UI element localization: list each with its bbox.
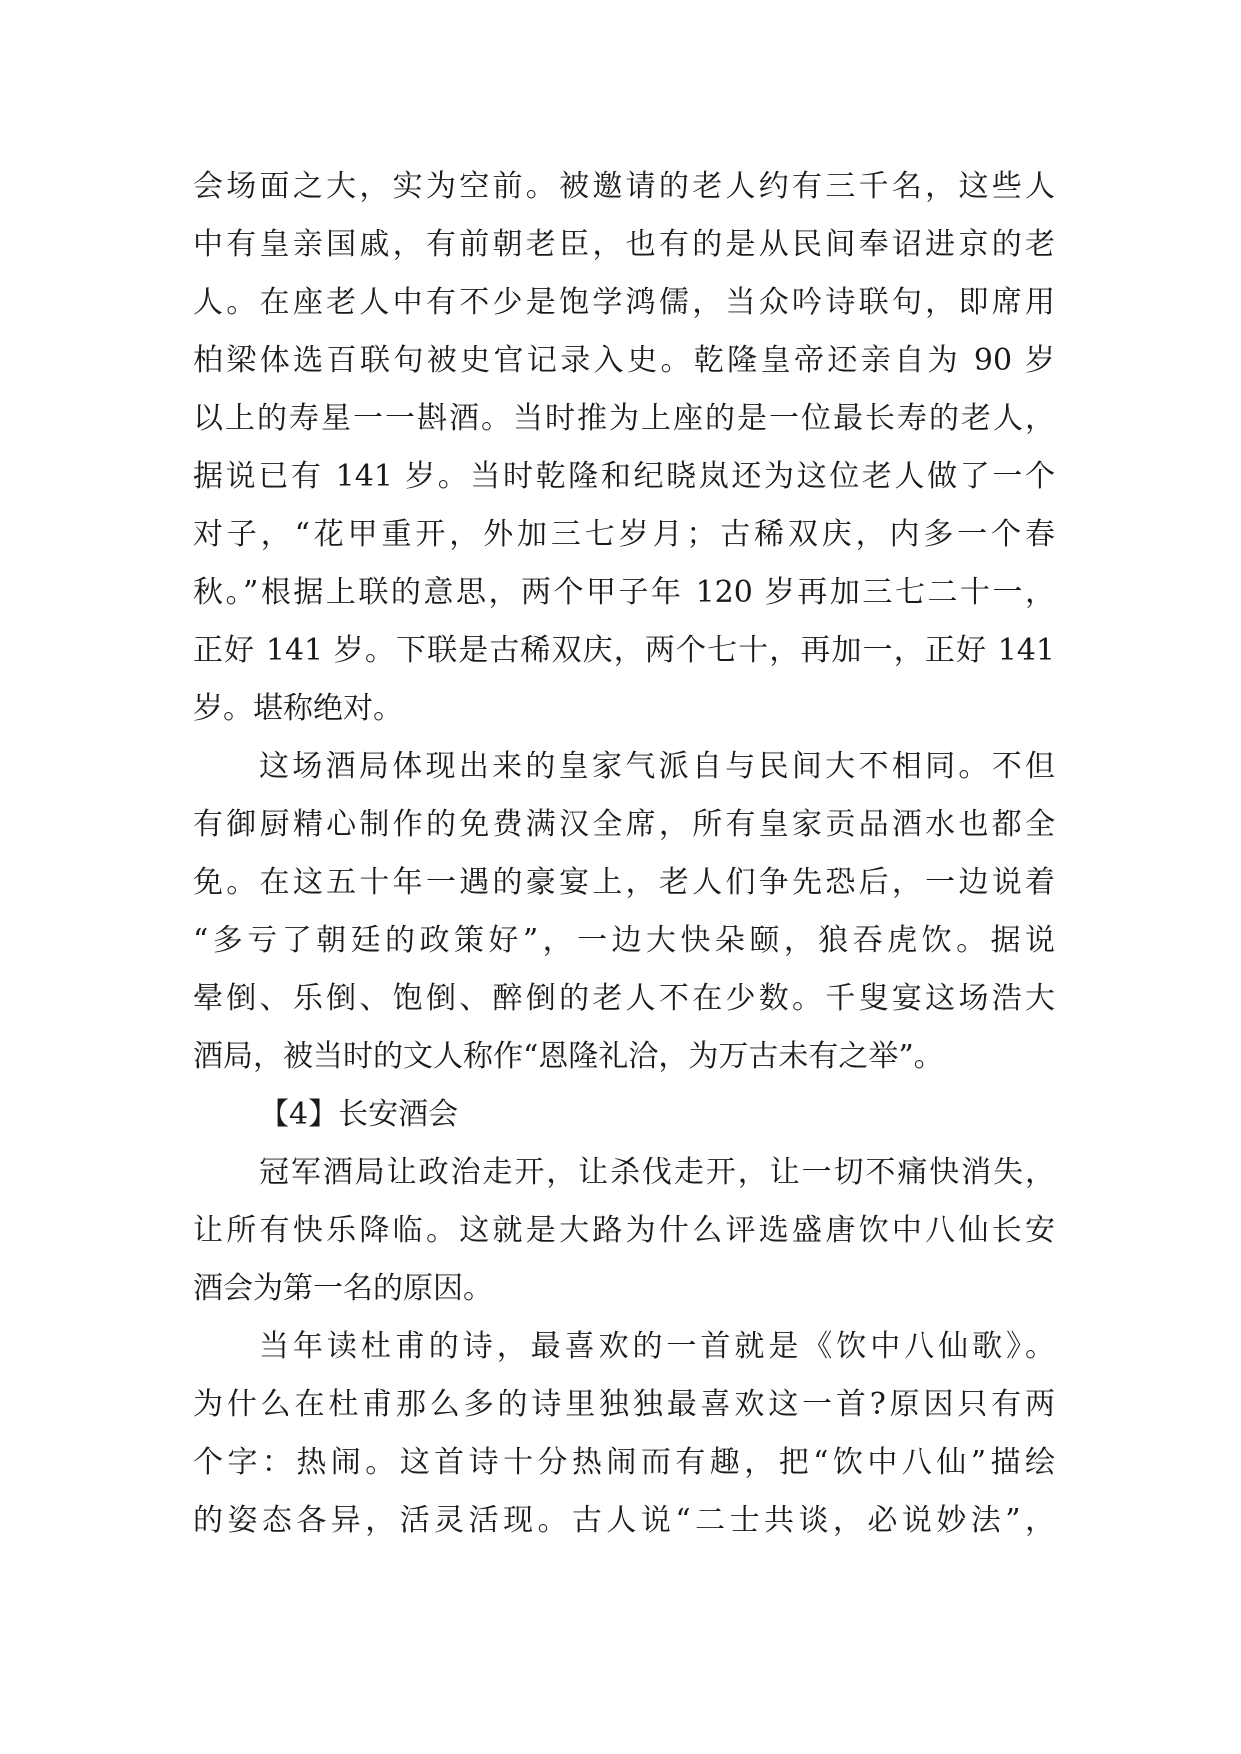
document-page: [193, 158, 1055, 1550]
text-line: 酒局，被当时的文人称作“恩隆礼洽，为万古未有之举”。: [193, 1039, 944, 1074]
paragraph-first-line: 这场酒局体现出来的皇家气派自与民间大不相同。不但: [259, 749, 1055, 784]
text-line: 晕倒、乐倒、饱倒、醉倒的老人不在少数。千叟宴这场浩大: [193, 981, 1055, 1016]
text-line: 柏梁体选百联句被史官记录入史。乾隆皇帝还亲自为 90 岁: [193, 343, 1055, 378]
text-line: 以上的寿星一一斟酒。当时推为上座的是一位最长寿的老人，: [193, 401, 1055, 436]
section-heading: 【4】长安酒会: [259, 1097, 459, 1132]
text-line: 据说已有 141 岁。当时乾隆和纪晓岚还为这位老人做了一个: [193, 459, 1055, 494]
text-line: 人。在座老人中有不少是饱学鸿儒，当众吟诗联句，即席用: [193, 285, 1055, 320]
text-line: 酒会为第一名的原因。: [193, 1271, 493, 1306]
text-line: 为什么在杜甫那么多的诗里独独最喜欢这一首?原因只有两: [193, 1387, 1055, 1422]
text-line: 会场面之大，实为空前。被邀请的老人约有三千名，这些人: [193, 169, 1055, 204]
text-line: 中有皇亲国戚，有前朝老臣，也有的是从民间奉诏进京的老: [193, 227, 1055, 262]
text-line: 岁。堪称绝对。: [193, 691, 403, 726]
text-line: 对子，“花甲重开，外加三七岁月；古稀双庆，内多一个春: [193, 517, 1055, 552]
paragraph-first-line: 当年读杜甫的诗，最喜欢的一首就是《饮中八仙歌》。: [259, 1329, 1055, 1364]
text-line: 有御厨精心制作的免费满汉全席，所有皇家贡品酒水也都全: [193, 807, 1055, 842]
text-line: “多亏了朝廷的政策好”，一边大快朵颐，狼吞虎饮。据说: [193, 923, 1055, 958]
text-line: 让所有快乐降临。这就是大路为什么评选盛唐饮中八仙长安: [193, 1213, 1055, 1248]
text-line: 免。在这五十年一遇的豪宴上，老人们争先恐后，一边说着: [193, 865, 1055, 900]
text-line: 的姿态各异，活灵活现。古人说“二士共谈，必说妙法”，: [193, 1503, 1055, 1538]
text-line: 秋。”根据上联的意思，两个甲子年 120 岁再加三七二十一，: [193, 575, 1055, 610]
paragraph-first-line: 冠军酒局让政治走开，让杀伐走开，让一切不痛快消失，: [259, 1155, 1055, 1190]
text-line: 正好 141 岁。下联是古稀双庆，两个七十，再加一，正好 141: [193, 633, 1055, 668]
text-line: 个字：热闹。这首诗十分热闹而有趣，把“饮中八仙”描绘: [193, 1445, 1055, 1480]
